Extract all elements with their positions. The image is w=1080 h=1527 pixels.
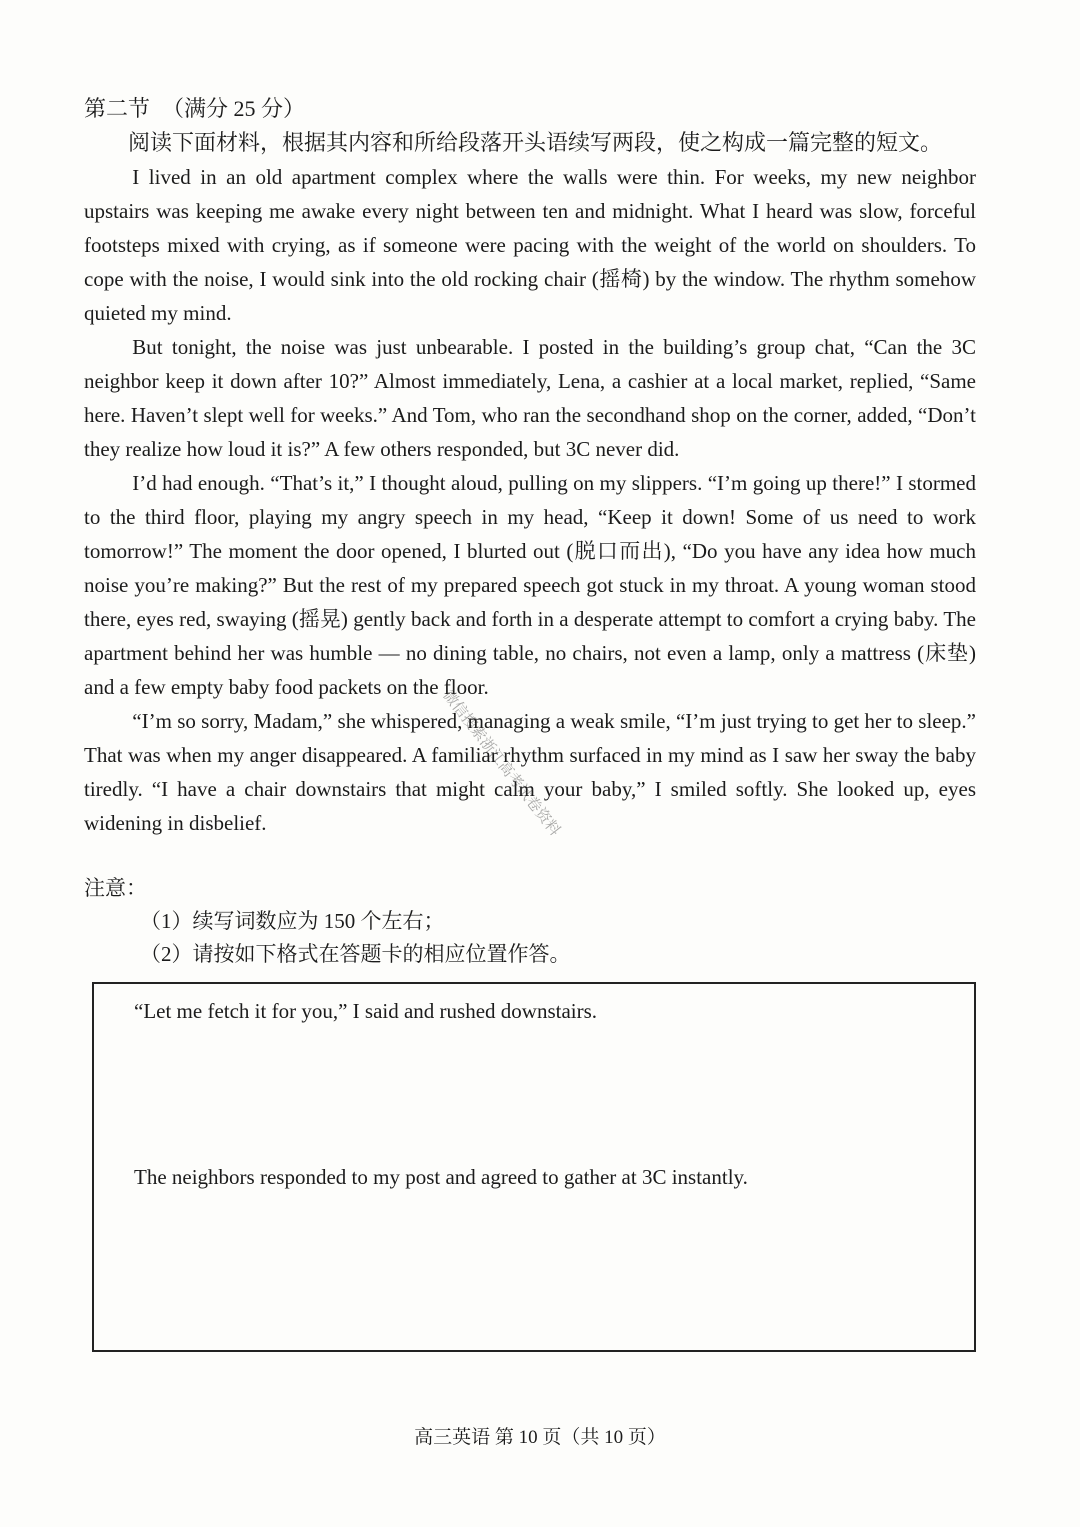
notes-section [84, 872, 571, 971]
page-footer: 高三英语 第 10 页（共 10 页） [414, 1427, 666, 1448]
section-title: 第二节 [84, 96, 151, 121]
paragraph-opener-1: “Let me fetch it for you,” I said and rushed downstairs. [134, 999, 598, 1023]
watermark: 微信搜索浙江高考试卷资料 [439, 686, 565, 840]
section-heading [84, 92, 305, 126]
answer-format-box [92, 982, 976, 1352]
passage-paragraph-1: I lived in an old apartment complex where the walls were thin. For weeks, my new neighbor upstairs was keeping me awake every night between ten and midnight. What I heard was slow, forceful footsteps mixed with crying, as if someone were pacing with the weight of the world on shoulders. To cope with the noise, I would sink into the old rocking chair (摇椅) by the window. The rhythm somehow quieted my mind. [84, 165, 976, 325]
paragraph-opener-2: The neighbors responded to my post and agreed to gather at 3C instantly. [134, 1165, 748, 1189]
passage-paragraph-4: “I’m so sorry, Madam,” she whispered, managing a weak smile, “I’m just trying to get her to sleep.” That was when my anger disappeared. A familiar rhythm surfaced in my mind as I saw her sway the baby tiredly. “I have a chair downstairs that might calm your baby,” I smiled softly. She looked up, eyes widening in disbelief. [84, 709, 976, 835]
note-item-2: （2）请按如下格式在答题卡的相应位置作答。 [140, 942, 571, 966]
note-item-1: （1）续写词数应为 150 个左右； [140, 909, 445, 933]
reading-passage [84, 160, 976, 840]
notes-heading: 注意： [84, 876, 147, 900]
passage-paragraph-2: But tonight, the noise was just unbearable. I posted in the building’s group chat, “Can the 3C neighbor keep it down after 10?” Almost immediately, Lena, a cashier at a local market, replied, “Same here. Haven’t slept well for weeks.” And Tom, who ran the secondhand shop on the corner, added, “Don’t they realize how loud it is?” A few others responded, but 3C never did. [84, 335, 976, 461]
passage-paragraph-3: I’d had enough. “That’s it,” I thought aloud, pulling on my slippers. “I’m going up there!” I stormed to the third floor, playing my angry speech in my head, “Keep it down! Some of us need to work tomorrow!” The moment the door opened, I blurted out (脱口而出), “Do you have any idea how much noise you’re making?” But the rest of my prepared speech got stuck in my throat. A young woman stood there, eyes red, swaying (摇晃) gently back and forth in a desperate attempt to comfort a crying baby. The apartment behind her was humble — no dining table, no chairs, not even a lamp, only a mattress (床垫) and a few empty baby food packets on the floor. [84, 471, 976, 699]
section-instruction: 阅读下面材料，根据其内容和所给段落开头语续写两段，使之构成一篇完整的短文。 [128, 130, 943, 155]
section-score: （满分 25 分） [162, 96, 306, 121]
